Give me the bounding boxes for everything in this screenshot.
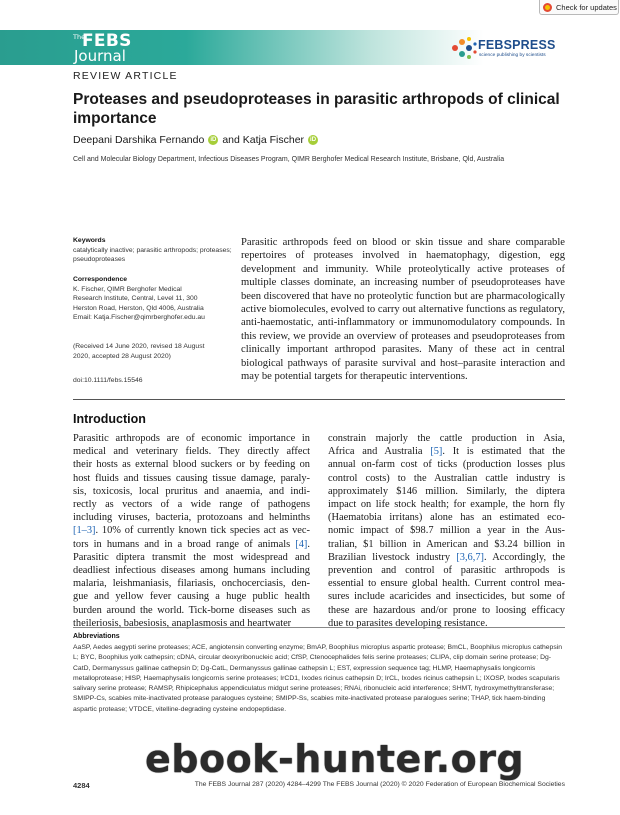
body-text: approximately $146 million. Similarly, the diptera <box>328 485 565 497</box>
article-title: Proteases and pseudoproteases in parasitic arthropods of clinical importance <box>73 91 560 127</box>
body-text: gue and yellow fever causing a huge public health <box>73 591 310 603</box>
author-list <box>73 134 322 146</box>
body-text: tralian, $1 billion in American and $3.24 billion in <box>328 538 565 550</box>
body-text-line <box>328 472 565 485</box>
body-text: due to parasites developing resistance. <box>328 617 488 629</box>
body-text-line <box>73 590 310 603</box>
orcid-icon[interactable]: iD <box>210 137 217 143</box>
body-text-line <box>328 445 565 458</box>
body-text-line <box>328 551 565 564</box>
section-divider <box>73 399 565 400</box>
logo-journal: Journal <box>74 47 126 65</box>
body-text: annual on-farm cost of ticks (production losses plus <box>328 459 565 471</box>
body-text-line <box>328 564 565 577</box>
body-text-line <box>73 604 310 617</box>
body-text: these are hazardous and/or prone to loosing efficacy <box>328 604 565 616</box>
updates-icon <box>543 3 552 12</box>
body-text-line <box>328 590 565 603</box>
author-2: and Katja Fischer <box>222 134 305 146</box>
body-text: Africa and Australia <box>328 446 431 458</box>
correspondence-heading: Correspondence <box>73 276 128 283</box>
body-text-line <box>73 617 310 630</box>
abstract: Parasitic arthropods feed on blood or skin tissue and share comparable repertoires of proteases involved in haematophagy, digestion, egg development and immunity. While proteolytically active proteases of multiple classes dominate, an increasing number of pseudoproteases have been discovered that have no proteolytic function but are pharmacologically active biomolecules, evolved to carry out alternative functions as regulatory, anti-haemostatic, anti-inflammatory or immunomodulatory compounds. In this review, we provide an overview of proteases and pseudoproteases from clinically important arthropod parasites. Many of these act in central biological pathways of parasite survival and host–parasite interaction and may be potential targets for therapeutic interventions. <box>241 237 565 383</box>
received-dates <box>73 342 233 361</box>
body-text-line <box>328 604 565 617</box>
body-text-line <box>73 577 310 590</box>
citation-link[interactable]: [4] <box>295 538 308 550</box>
press-tagline: science publishing by scientists <box>479 53 546 58</box>
press-name: FEBSPRESS <box>478 38 556 52</box>
body-text: (Haematobia irritans) alone has an estimated eco- <box>328 512 565 524</box>
febs-press-dots-icon <box>451 36 477 60</box>
introduction-right-column <box>328 432 565 630</box>
body-text: their hosts as external blood suckers or by feeding on <box>73 459 310 471</box>
introduction-left-column <box>73 432 310 630</box>
correspondence-block <box>73 275 233 323</box>
body-text-line <box>73 445 310 458</box>
page-number: 4284 <box>73 781 90 790</box>
body-text: Parasitic arthropods are of economic importance in <box>73 433 310 444</box>
body-text-line <box>73 538 310 551</box>
keywords-block <box>73 236 233 265</box>
citation-link[interactable]: [3,6,7] <box>456 551 484 563</box>
logo-the: The <box>73 33 86 41</box>
abbreviations-divider <box>73 627 565 628</box>
body-text-line <box>328 432 565 445</box>
abbreviations-text: AaSP, Aedes aegypti serine proteases; ACE, angiotensin converting enzyme; BmAP, Boophilus microplus aspartic protease; BmCL, Boophilus microplus cathepsin L; BYC, Boophilus yolk cathepsin; cDNA, circular deoxyribonucleic acid; CfSP, Ctenocephalides felis serine proteases; CLIPA, clip domain serine protease; Dg-CatD, Dermanyssus gallinae cathepsin D; Dg-CatL, Dermanyssus gallinae cathepsin L; EST, expression sequence tag; HLMP, Haemaphysalis longicornis metalloprotease; HlSP, Haemaphysalis longicornis serine proteases; IrCD1, Ixodes ricinus cathepsin D; IrCL, Ixodes ricinus cathepsin L; IXOSP, Ixodes scapularis salivary serine protease; RAMSP, Rhipicephalus appendiculatus midgut serine proteases; RNAi, ribonucleic acid interference; SHMT, hydroxymethyltransferase; SMIPP-Cs, scabies mite-inactivated protease paralogues cysteine; SMIPP-Ss, scabies mite-inactivated protease paralogues serine; THAP, tick haem-binding aspartic protease; VTDCE, vitelline-degrading cysteine endopeptidase. <box>73 644 563 713</box>
body-text-line <box>328 538 565 551</box>
body-text-line <box>328 458 565 471</box>
correspondence-line: K. Fischer, QIMR Berghofer Medical <box>73 285 182 293</box>
body-text: deadliest infectious diseases among humans including <box>73 565 310 577</box>
body-text: . Accordingly, the <box>484 551 565 563</box>
body-text: tors in humans and in a broad range of animals <box>73 538 296 550</box>
body-text: impact on life stock health; for example, the horn fly <box>328 499 565 511</box>
body-text-line <box>328 511 565 524</box>
citation-link[interactable]: [1–3] <box>73 525 96 537</box>
body-text-line <box>328 524 565 537</box>
body-text: medical and veterinary fields. They directly affect <box>73 446 310 458</box>
body-text-line <box>73 432 310 445</box>
body-text: malaria, leishmaniasis, filariasis, onchocerciasis, den- <box>73 578 310 590</box>
body-text-line <box>328 617 565 630</box>
received-line: 2020, accepted 28 August 2020) <box>73 352 171 360</box>
correspondence-line: Research Institute, Central, Level 11, 300 <box>73 295 198 303</box>
body-text-line <box>73 511 310 524</box>
body-text: theileriosis, babesiosis, anaplasmosis and heartwater <box>73 617 292 629</box>
body-text-line <box>73 458 310 471</box>
orcid-icon[interactable]: iD <box>310 137 317 143</box>
body-text-line <box>73 498 310 511</box>
body-text: essential to ensure global health. Current control mea- <box>328 578 565 590</box>
body-text: nomic impact of $98.7 million a year in the Aus- <box>328 525 565 537</box>
citation-link[interactable]: [5] <box>430 446 443 458</box>
body-text: host fluids and tissues causing tissue damage, paraly- <box>73 472 310 484</box>
body-text-line <box>73 472 310 485</box>
febs-press-logo <box>451 36 571 64</box>
body-text: burden around the world. Tick-borne diseases such as <box>73 604 310 616</box>
introduction-heading: Introduction <box>73 412 146 426</box>
body-text: constrain majorly the cattle production in Asia, <box>328 433 565 444</box>
body-text: Brazilian livestock industry <box>328 551 457 563</box>
keywords-heading: Keywords <box>73 237 106 244</box>
updates-label: Check for updates <box>556 2 617 12</box>
body-text-line <box>73 485 310 498</box>
body-text: . It is estimated that the <box>442 446 565 458</box>
body-text-line <box>328 485 565 498</box>
body-text: prevention and control of parasitic arthropods is <box>328 565 565 577</box>
body-text-line <box>328 498 565 511</box>
affiliation: Cell and Molecular Biology Department, Infectious Diseases Program, QIMR Berghofer Medical Research Institute, Brisbane, Qld, Australia <box>73 156 505 163</box>
logo-febs: FEBS <box>82 31 132 51</box>
correspondence-line: Herston Road, Herston, Qld 4006, Australia <box>73 304 204 312</box>
abbreviations-heading: Abbreviations <box>73 633 120 640</box>
body-text: Parasitic diptera transmit the most widespread and <box>73 551 310 563</box>
keywords-text: catalytically inactive; parasitic arthropods; proteases; pseudoproteases <box>73 246 232 264</box>
doi[interactable]: doi:10.1111/febs.15546 <box>73 377 143 384</box>
received-line: (Received 14 June 2020, revised 18 August <box>73 343 205 350</box>
body-text: . 10% of currently known tick species act as vec- <box>95 525 310 537</box>
body-text: rectly as vectors of a wide range of pathogens <box>73 499 310 511</box>
footer-citation: The FEBS Journal 287 (2020) 4284–4299 The FEBS Journal (2020) © 2020 Federation of European Biochemical Societies <box>194 781 565 788</box>
body-text: including viruses, bacteria, protozoans and helminths <box>73 512 310 524</box>
article-type: REVIEW ARTICLE <box>73 70 178 82</box>
body-text: sures include acaricides and insecticides, but some of <box>328 591 565 603</box>
author-1: Deepani Darshika Fernando <box>73 134 205 146</box>
correspondence-email[interactable]: Email: Katja.Fischer@qimrberghofer.edu.au <box>73 314 205 322</box>
body-text: control costs) to the Australian cattle industry is <box>328 472 565 484</box>
body-text-line <box>73 551 310 564</box>
check-for-updates-button[interactable] <box>539 0 619 15</box>
body-text-line <box>73 564 310 577</box>
body-text: sis, toxicosis, local pruritus and anaemia, and indi- <box>73 485 310 497</box>
body-text-line <box>73 524 310 537</box>
body-text-line <box>328 577 565 590</box>
watermark: ebook-hunter.org <box>145 737 525 781</box>
body-text: . <box>307 538 310 550</box>
